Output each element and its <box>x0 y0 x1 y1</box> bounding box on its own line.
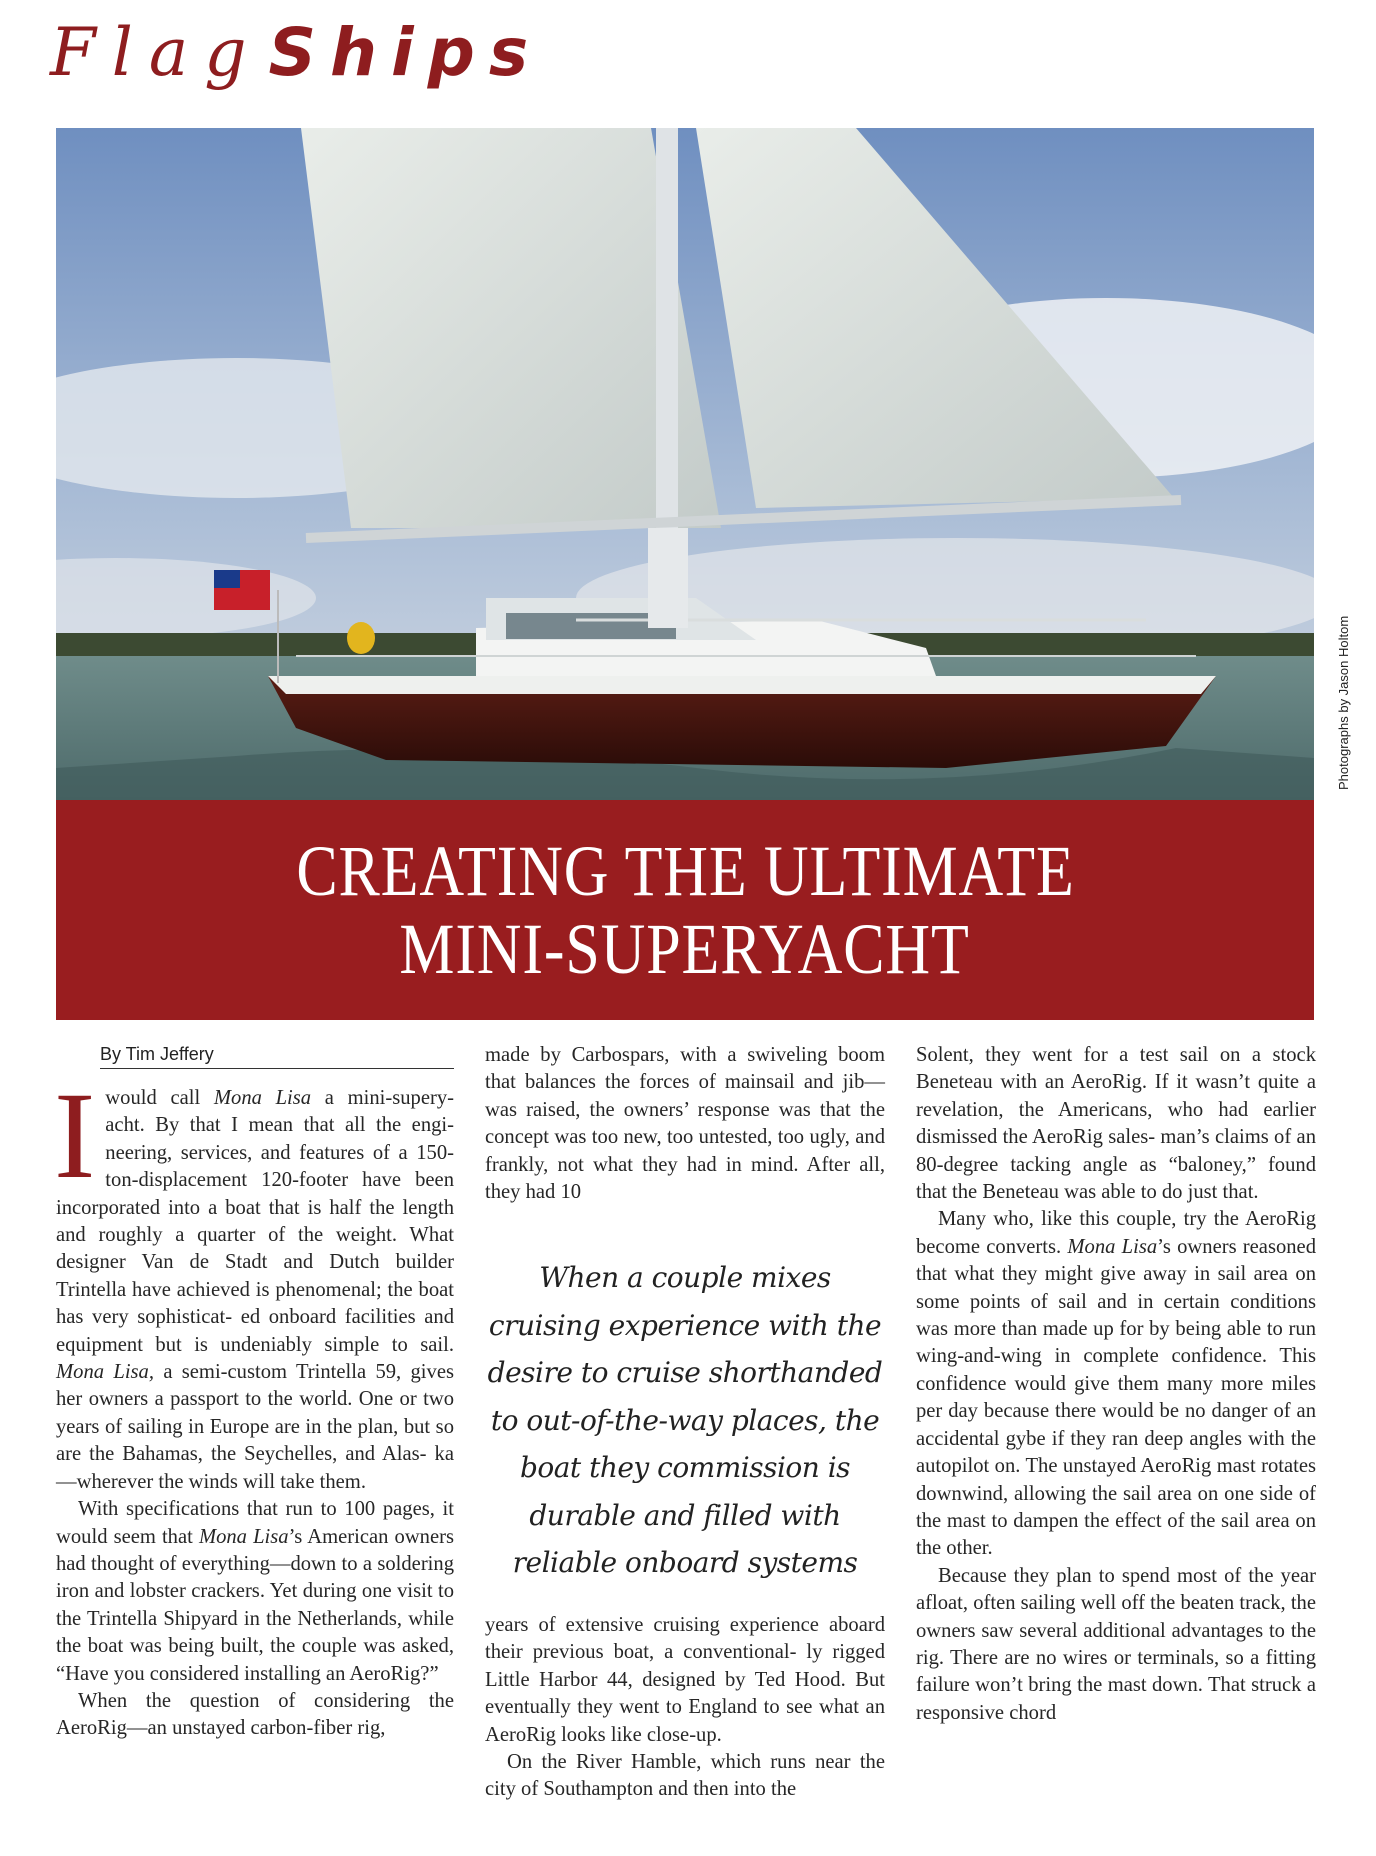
photo-credit: Photographs by Jason Holtom <box>1336 615 1351 790</box>
article-column-2 <box>485 1042 885 1206</box>
article-column-1 <box>56 1042 454 1743</box>
masthead-ships-word: Ships <box>268 14 543 91</box>
drop-cap: I <box>54 1067 96 1204</box>
paragraph: On the River Hamble, which runs near the city of Southampton and then into the <box>485 1751 885 1801</box>
article-title-line-1: CREATING THE ULTIMATE <box>295 831 1075 911</box>
byline: By Tim Jeffery <box>100 1042 454 1069</box>
magazine-section-masthead <box>50 14 542 94</box>
article-column-2-continued <box>485 1612 885 1804</box>
paragraph: Solent, they went for a test sail on a stock Beneteau with an AeroRig. If it wasn’t quite a revelation, the Americans, who had earlier dismissed the AeroRig sales- man’s claims of an 80-degree tacking angle as “baloney,” found that the Beneteau was able to do just that. <box>916 1044 1316 1204</box>
yacht-photograph <box>56 128 1314 800</box>
paragraph: years of extensive cruising experience aboard their previous boat, a conventional- ly rigged Little Harbor 44, designed by Ted Hood. But eventually they went to England to see what an AeroRig looks like close-up. <box>485 1614 885 1746</box>
paragraph: made by Carbospars, with a swiveling boom that balances the forces of mainsail and jib—was raised, the owners’ response was that the concept was too new, too untested, too ugly, and frankly, not what they had in mind. After all, they had 10 <box>485 1044 885 1204</box>
paragraph: With specifications that run to 100 pages, it would seem that Mona Lisa’s American owners had thought of everything—down to a soldering iron and lobster crackers. Yet during one visit to the Trintella Shipyard in the Netherlands, while the boat was being built, the couple was asked, “Have you considered installing an AeroRig?” <box>56 1498 454 1685</box>
paragraph: Because they plan to spend most of the year afloat, often sailing well off the beaten track, the owners saw several additional advantages to the rig. There are no wires or terminals, so a fitting failure won’t bring the mast down. That struck a responsive chord <box>916 1564 1316 1724</box>
paragraph: When the question of considering the AeroRig—an unstayed carbon-fiber rig, <box>56 1689 454 1740</box>
article-column-3 <box>916 1042 1316 1727</box>
article-title-banner <box>56 800 1314 1020</box>
paragraph: Many who, like this couple, try the AeroRig become converts. Mona Lisa’s owners reasoned that what they might give away in sail area on some points of sail and in certain conditions was more than made up for by being able to run wing-and-wing in complete confidence. This confidence would give them many more miles per day because there would be no danger of an accidental gybe if they ran deep angles with the autopilot on. The unstayed AeroRig mast rotates downwind, allowing the sail area on one side of the mast to dampen the effect of the sail area on the other. <box>916 1208 1316 1560</box>
article-title-line-2: MINI-SUPERYACHT <box>399 909 971 989</box>
paragraph: would call Mona Lisa a mini-supery- acht. By that I mean that all the engi- neering, services, and features of a 150-ton-displacement 120-footer have been incorporated into a boat that is half the length and roughly a quarter of the weight. What designer Van de Stadt and Dutch builder Trintella have achieved is phenomenal; the boat has very sophisticat- ed onboard facilities and equipment but is undeniably simple to sail. Mona Lisa, a semi-custom Trintella 59, gives her owners a passport to the world. One or two years of sailing in Europe are in the plan, but so are the Bahamas, the Seychelles, and Alas- ka—wherever the winds will take them. <box>56 1087 454 1493</box>
pull-quote: When a couple mixes cruising experience with the desire to cruise shorthanded to out-of-the-way places, the boat they commission is durable and filled with reliable onboard systems <box>487 1261 883 1579</box>
masthead-flag-word: Flag <box>50 14 263 91</box>
